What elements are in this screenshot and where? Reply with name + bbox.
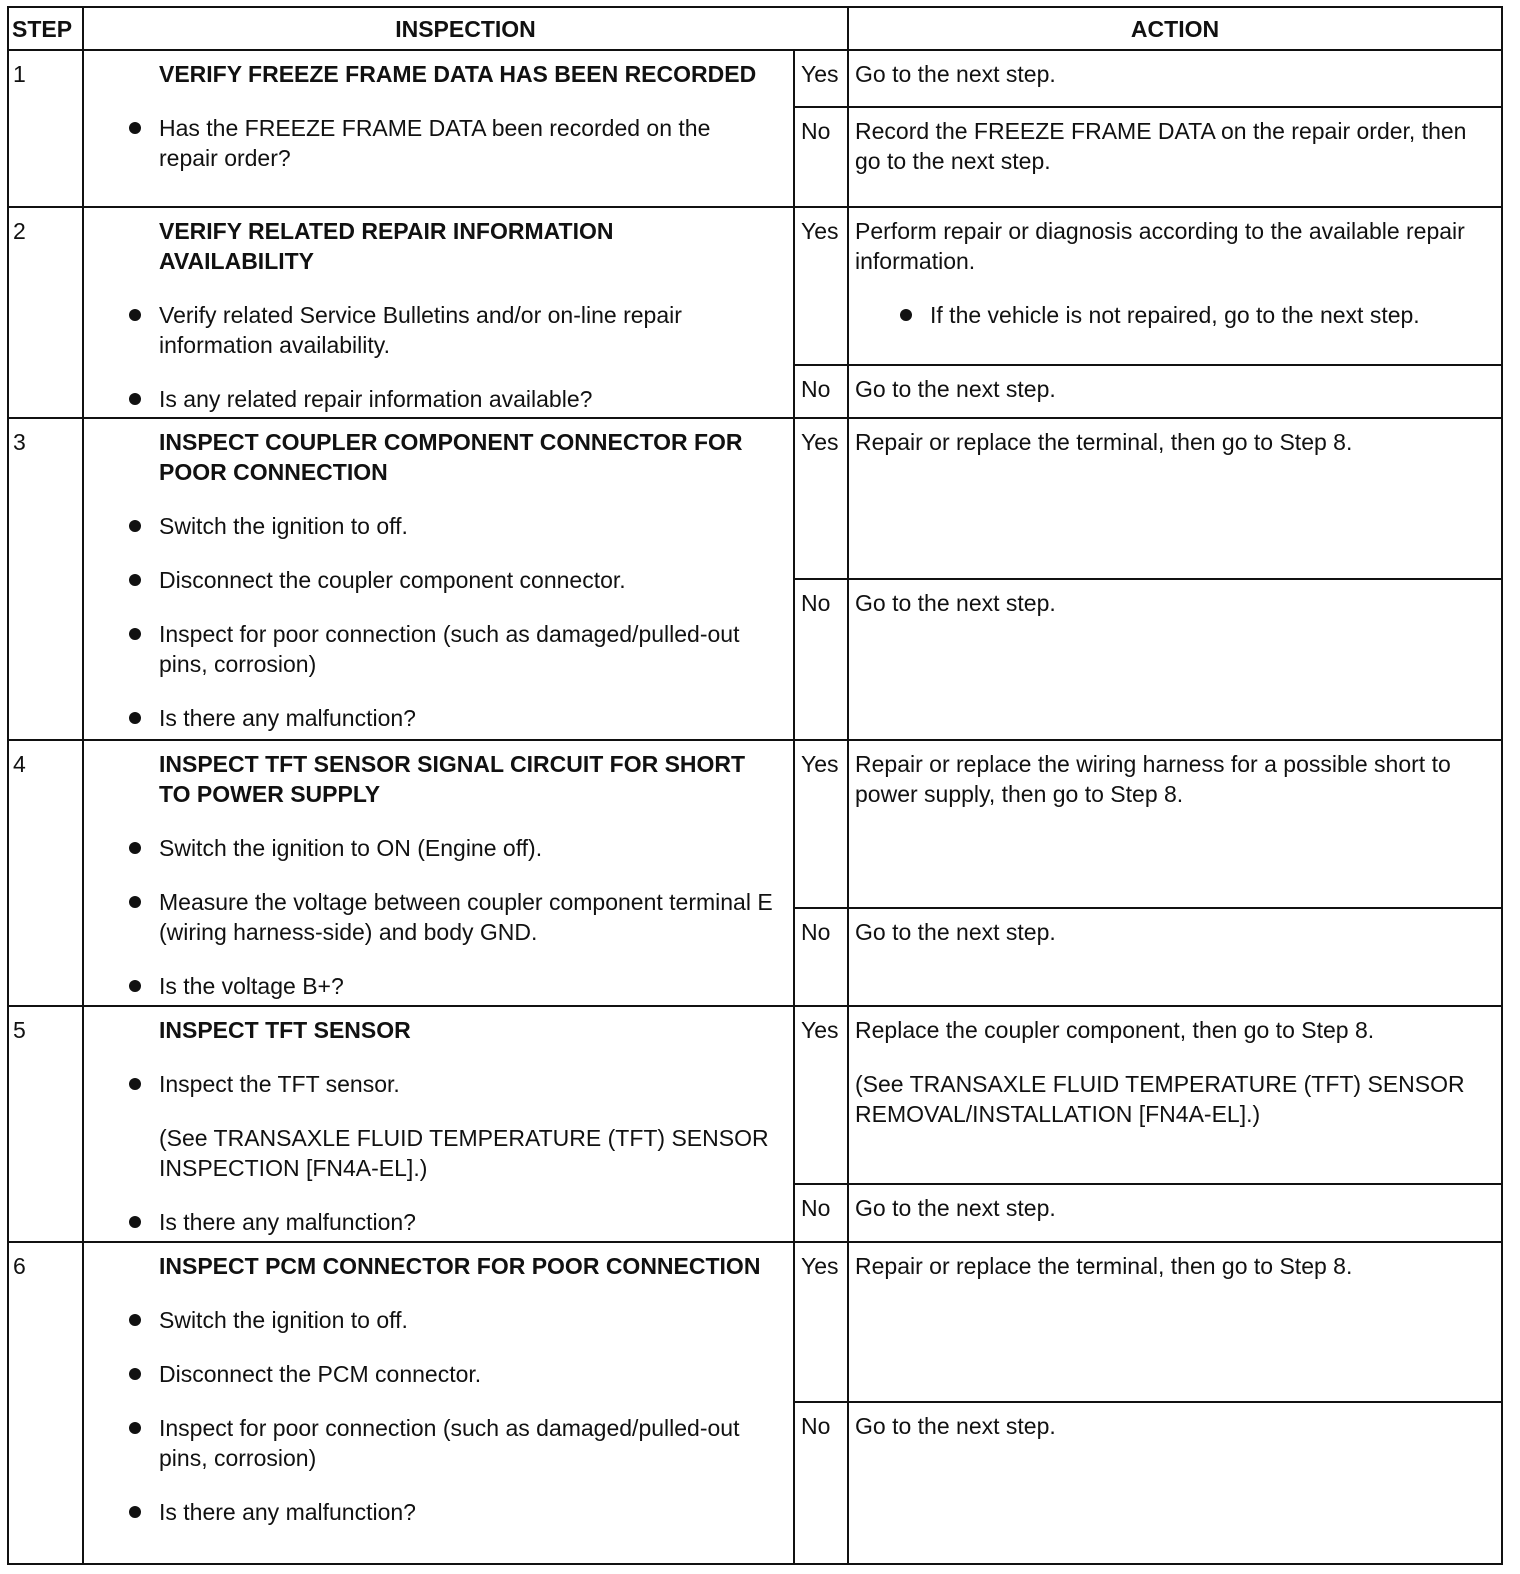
yes-action-text: Perform repair or diagnosis according to the available repair information. xyxy=(855,218,1465,274)
step-title: VERIFY RELATED REPAIR INFORMATION AVAILABILITY xyxy=(159,218,614,274)
yes-action: Repair or replace the terminal, then go to Step 8. xyxy=(848,1242,1502,1402)
step-inspection xyxy=(83,740,794,1006)
yes-label: Yes xyxy=(794,50,848,107)
step-inspection xyxy=(83,1006,794,1242)
inspection-bullet: Is there any malfunction? xyxy=(159,1497,773,1527)
step-6-yes-row xyxy=(8,1242,1502,1402)
no-action: Go to the next step. xyxy=(848,1184,1502,1242)
no-label: No xyxy=(794,579,848,740)
step-number: 4 xyxy=(8,740,83,1006)
inspection-bullet: Is there any malfunction? xyxy=(159,1207,773,1237)
step-4-yes-row xyxy=(8,740,1502,908)
no-action: Go to the next step. xyxy=(848,579,1502,740)
no-action: Go to the next step. xyxy=(848,365,1502,418)
step-title: INSPECT TFT SENSOR SIGNAL CIRCUIT FOR SHORT TO POWER SUPPLY xyxy=(159,751,746,807)
inspection-bullet: Has the FREEZE FRAME DATA been recorded on the repair order? xyxy=(159,113,773,173)
step-5-yes-row xyxy=(8,1006,1502,1184)
inspection-bullet: Switch the ignition to ON (Engine off). xyxy=(159,833,773,863)
yes-action: Go to the next step. xyxy=(848,50,1502,107)
yes-label: Yes xyxy=(794,1242,848,1402)
inspection-bullet: Is any related repair information available? xyxy=(159,384,773,414)
step-3-yes-row xyxy=(8,418,1502,579)
step-number: 3 xyxy=(8,418,83,740)
step-2-yes-row xyxy=(8,207,1502,365)
step-title: INSPECT COUPLER COMPONENT CONNECTOR FOR POOR CONNECTION xyxy=(159,429,743,485)
inspection-bullet: Switch the ignition to off. xyxy=(159,511,773,541)
no-action: Record the FREEZE FRAME DATA on the repair order, then go to the next step. xyxy=(848,107,1502,207)
inspection-bullet: Is the voltage B+? xyxy=(159,971,773,1001)
step-inspection xyxy=(83,418,794,740)
step-number: 6 xyxy=(8,1242,83,1564)
inspection-note: (See TRANSAXLE FLUID TEMPERATURE (TFT) SENSOR INSPECTION [FN4A-EL].) xyxy=(159,1125,769,1181)
inspection-bullet: Switch the ignition to off. xyxy=(159,1305,773,1335)
step-1-yes-row xyxy=(8,50,1502,107)
yes-label: Yes xyxy=(794,740,848,908)
yes-action xyxy=(848,207,1502,365)
inspection-bullet: Inspect for poor connection (such as damaged/pulled-out pins, corrosion) xyxy=(159,1413,773,1473)
no-action: Go to the next step. xyxy=(848,1402,1502,1564)
yes-action xyxy=(848,1006,1502,1184)
yes-action-bullet: If the vehicle is not repaired, go to the next step. xyxy=(930,300,1487,330)
yes-action-text: Replace the coupler component, then go to Step 8. xyxy=(855,1017,1375,1043)
diagnostic-procedure-table xyxy=(7,6,1503,1565)
inspection-bullet: Measure the voltage between coupler component terminal E (wiring harness-side) and body GND. xyxy=(159,889,773,945)
step-inspection xyxy=(83,207,794,418)
no-label: No xyxy=(794,1402,848,1564)
no-label: No xyxy=(794,365,848,418)
inspection-bullet: Disconnect the coupler component connector. xyxy=(159,565,773,595)
yes-label: Yes xyxy=(794,207,848,365)
no-label: No xyxy=(794,107,848,207)
yes-action-note: (See TRANSAXLE FLUID TEMPERATURE (TFT) SENSOR REMOVAL/INSTALLATION [FN4A-EL].) xyxy=(855,1071,1465,1127)
inspection-bullet: Verify related Service Bulletins and/or on-line repair information availability. xyxy=(159,300,773,360)
inspection-bullet: Inspect the TFT sensor. xyxy=(159,1069,773,1099)
header-inspection: INSPECTION xyxy=(83,7,848,50)
yes-action: Repair or replace the terminal, then go to Step 8. xyxy=(848,418,1502,579)
step-number: 1 xyxy=(8,50,83,207)
step-inspection xyxy=(83,50,794,207)
step-title: INSPECT PCM CONNECTOR FOR POOR CONNECTION xyxy=(159,1253,761,1279)
step-number: 2 xyxy=(8,207,83,418)
inspection-bullet: Is there any malfunction? xyxy=(159,703,773,733)
step-inspection xyxy=(83,1242,794,1564)
header-step: STEP xyxy=(8,7,83,50)
header-row xyxy=(8,7,1502,50)
inspection-bullet: Inspect for poor connection (such as damaged/pulled-out pins, corrosion) xyxy=(159,619,773,679)
no-action: Go to the next step. xyxy=(848,908,1502,1006)
step-title: VERIFY FREEZE FRAME DATA HAS BEEN RECORDED xyxy=(159,61,757,87)
no-label: No xyxy=(794,1184,848,1242)
yes-label: Yes xyxy=(794,1006,848,1184)
no-label: No xyxy=(794,908,848,1006)
step-number: 5 xyxy=(8,1006,83,1242)
yes-action: Repair or replace the wiring harness for a possible short to power supply, then go to Step 8. xyxy=(848,740,1502,908)
yes-label: Yes xyxy=(794,418,848,579)
step-title: INSPECT TFT SENSOR xyxy=(159,1017,411,1043)
header-action: ACTION xyxy=(848,7,1502,50)
inspection-bullet: Disconnect the PCM connector. xyxy=(159,1359,773,1389)
